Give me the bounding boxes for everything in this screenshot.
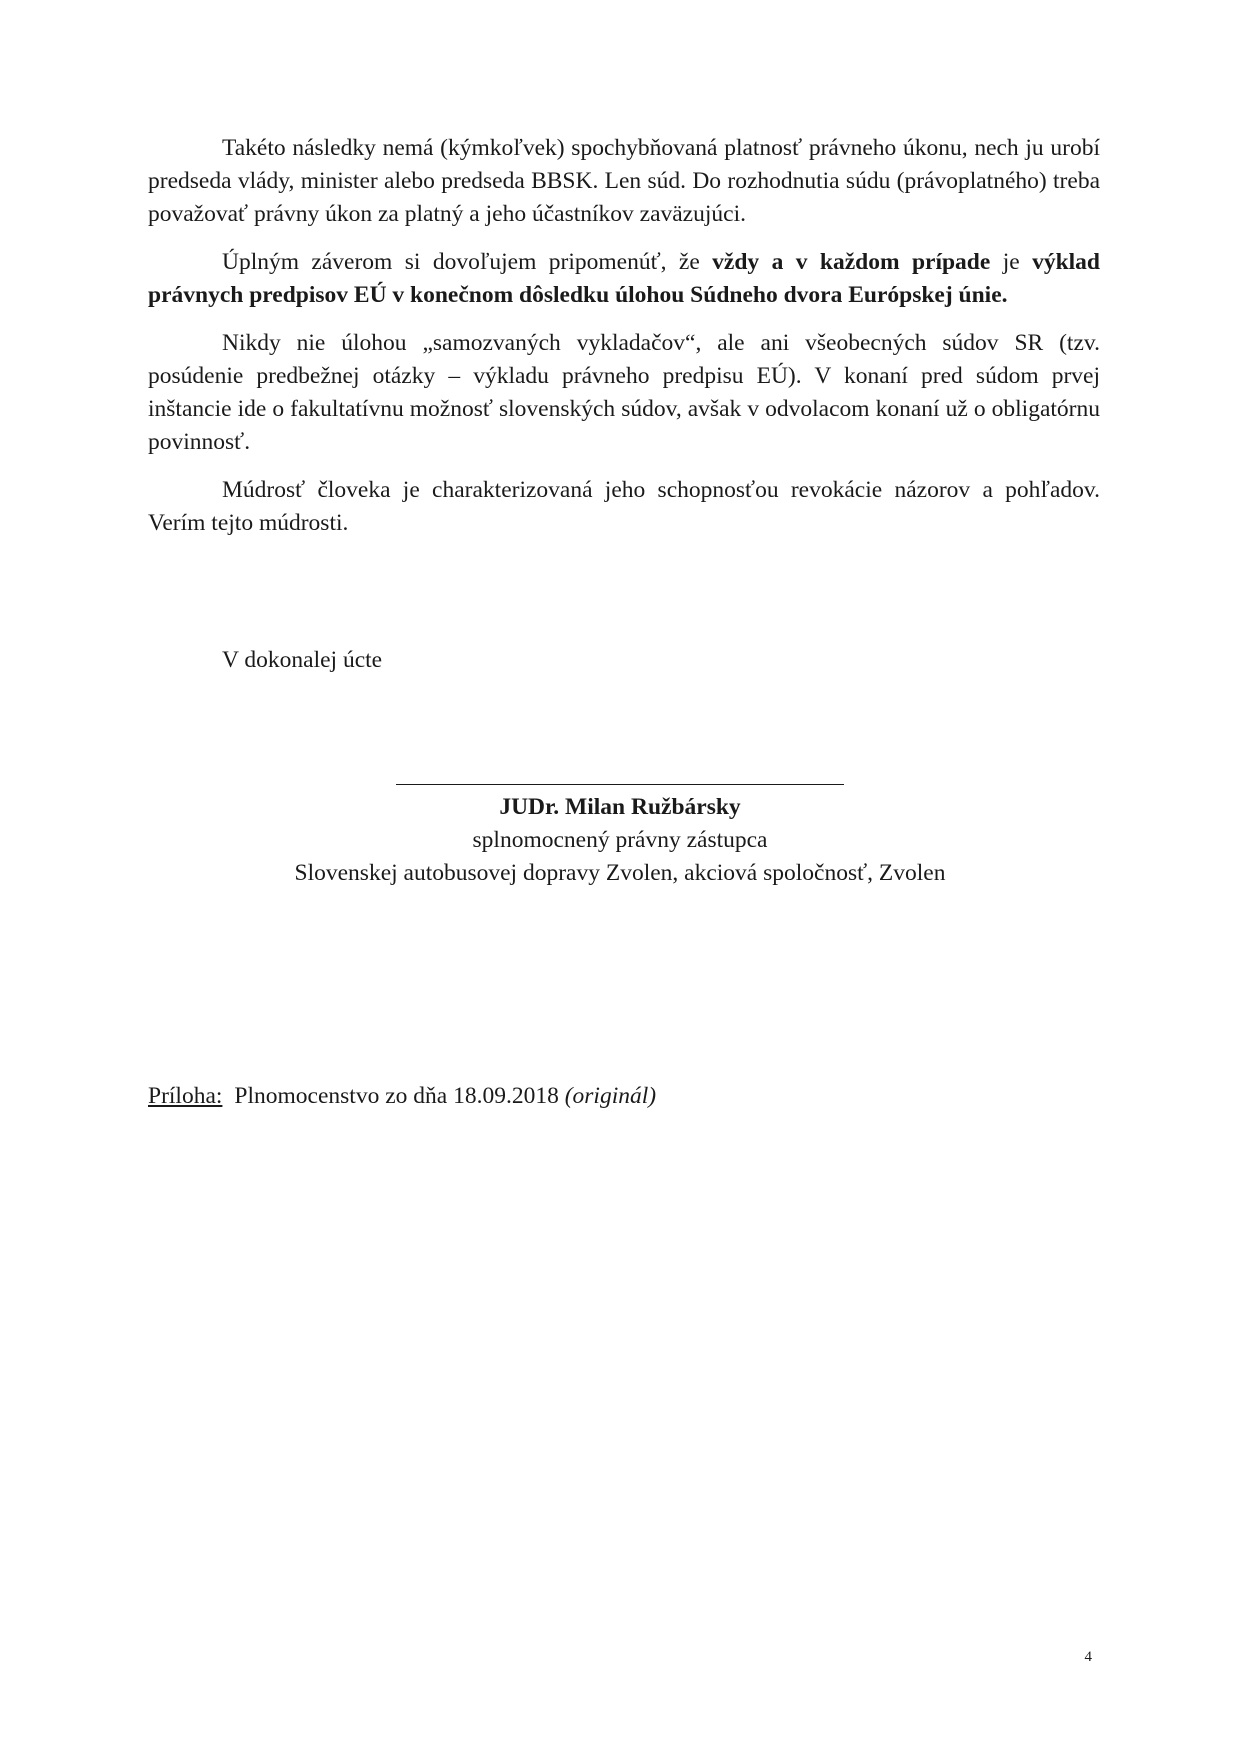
- paragraph-conclusion: [148, 246, 1100, 312]
- closing-salutation: V dokonalej úcte: [222, 647, 383, 673]
- page-number: 4: [1084, 1649, 1092, 1665]
- attachment-text: Plnomocenstvo zo dňa 18.09.2018: [234, 1083, 559, 1109]
- signatory-role: splnomocnený právny zástupca: [472, 827, 768, 853]
- paragraph-interpreters: Nikdy nie úlohou „samozvaných vykladačov“, ale ani všeobecných súdov SR (tzv. posúdenie predbežnej otázky – výkladu právneho predpisu EÚ). V konaní pred súdom prvej inštancie ide o fakultatívnu možnosť slovenských súdov, avšak v odvolacom konaní už o obligatórnu povinnosť.: [148, 330, 1100, 455]
- letter-body: [148, 132, 1100, 540]
- conclusion-text-1: Úplným záverom si dovoľujem pripomenúť, že: [222, 249, 713, 275]
- signature-block: [250, 770, 990, 890]
- signature-line: [396, 784, 844, 785]
- paragraph-consequences: Takéto následky nemá (kýmkoľvek) spochybňovaná platnosť právneho úkonu, nech ju urobí predseda vlády, minister alebo predseda BBSK. Len súd. Do rozhodnutia súdu (právoplatného) treba považovať právny úkon za platný a jeho účastníkov zaväzujúci.: [148, 135, 1100, 227]
- conclusion-bold-2: výklad právnych predpisov EÚ v konečnom dôsledku úlohou Súdneho dvora Európskej únie.: [148, 249, 1100, 308]
- signatory-company: Slovenskej autobusovej dopravy Zvolen, akciová spoločnosť, Zvolen: [294, 860, 946, 886]
- attachment-note: (originál): [564, 1083, 657, 1109]
- attachment-line: [148, 1080, 656, 1113]
- paragraph-wisdom: Múdrosť človeka je charakterizovaná jeho schopnosťou revokácie názorov a pohľadov. Verím tejto múdrosti.: [148, 477, 1100, 536]
- conclusion-bold-1: vždy a v každom prípade: [712, 249, 991, 275]
- conclusion-text-2: je: [990, 249, 1033, 275]
- attachment-label: Príloha:: [148, 1083, 223, 1109]
- signatory-name: JUDr. Milan Ružbársky: [499, 794, 741, 820]
